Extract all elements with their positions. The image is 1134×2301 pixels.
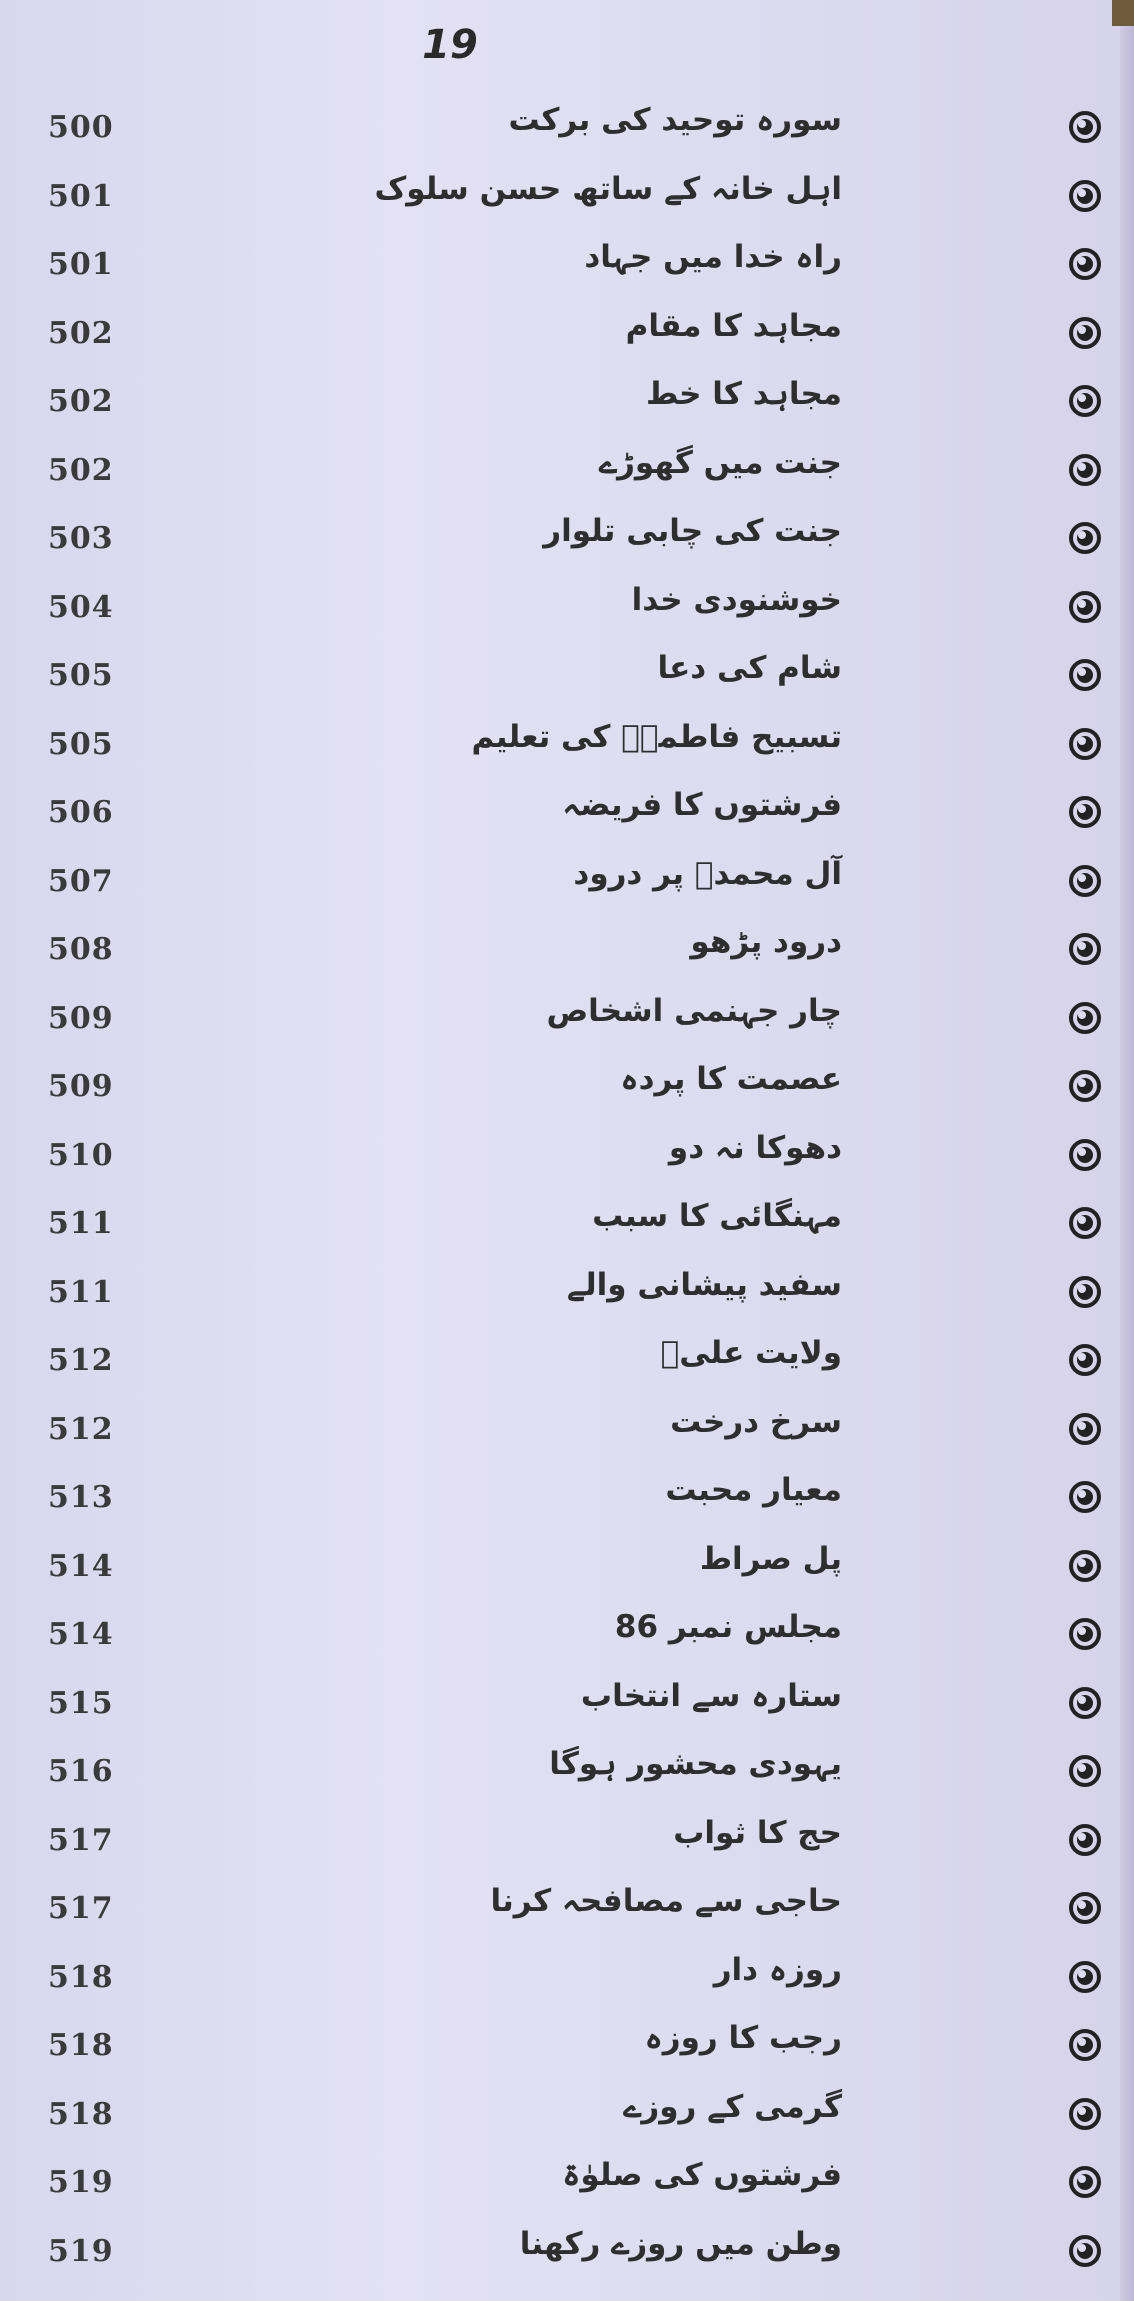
toc-title: ستارہ سے انتخاب [580, 1677, 842, 1714]
circle-bullet-icon [1068, 1686, 1102, 1720]
toc-title: اہل خانہ کے ساتھ حسن سلوک [374, 170, 842, 207]
toc-row [0, 1877, 1134, 1946]
circle-bullet-icon [1068, 1754, 1102, 1788]
toc-page-number: 506 [48, 795, 114, 830]
toc-title: مجاہد کا مقام [625, 307, 842, 344]
toc-title: سرخ درخت [670, 1403, 842, 1440]
toc-page-number: 512 [48, 1343, 114, 1378]
toc-title: ولایت علیؑ [660, 1335, 842, 1371]
toc-page-number: 513 [48, 1480, 114, 1515]
page-number: 19 [422, 22, 478, 68]
toc-page-number: 517 [48, 1822, 114, 1858]
toc-title: عصمت کا پردہ [620, 1061, 842, 1097]
circle-bullet-icon [1068, 1206, 1102, 1240]
toc-page-number: 504 [48, 589, 114, 625]
toc-page-number: 519 [48, 2233, 114, 2269]
toc-row [0, 1055, 1134, 1124]
toc-row [0, 2014, 1134, 2083]
circle-bullet-icon [1068, 1275, 1102, 1309]
circle-bullet-icon [1068, 1549, 1102, 1583]
circle-bullet-icon [1068, 521, 1102, 555]
toc-title: تسبیح فاطمہؑ کی تعلیم [471, 718, 842, 755]
toc-title: مجاہد کا خط [645, 376, 842, 412]
toc-row [0, 918, 1134, 987]
toc-row [0, 1124, 1134, 1193]
toc-title: شام کی دعا [657, 650, 842, 686]
circle-bullet-icon [1068, 1891, 1102, 1925]
toc-title: سورہ توحید کی برکت [508, 102, 842, 138]
toc-page-number: 514 [48, 1548, 114, 1584]
toc-row [0, 302, 1134, 371]
toc-row [0, 439, 1134, 508]
toc-row [0, 165, 1134, 234]
toc-title: جنت میں گھوڑے [598, 444, 842, 481]
toc-title: گرمی کے روزے [623, 2088, 842, 2125]
circle-bullet-icon [1068, 1823, 1102, 1857]
toc-page-number: 510 [48, 1137, 114, 1173]
toc-row [0, 1809, 1134, 1878]
circle-bullet-icon [1068, 1960, 1102, 1994]
toc-row [0, 1603, 1134, 1672]
corner-mark [1112, 0, 1134, 26]
toc-row [0, 507, 1134, 576]
toc-title: سفید پیشانی والے [566, 1266, 842, 1303]
circle-bullet-icon [1068, 727, 1102, 761]
toc-title: خوشنودی خدا [631, 581, 842, 618]
toc-row [0, 1192, 1134, 1261]
toc-page-number: 503 [48, 521, 114, 556]
toc-page-number: 509 [48, 1069, 114, 1104]
toc-row [0, 370, 1134, 439]
circle-bullet-icon [1068, 110, 1102, 144]
circle-bullet-icon [1068, 1480, 1102, 1514]
toc-title: مجلس نمبر 86 [614, 1609, 842, 1645]
toc-row [0, 1740, 1134, 1809]
toc-row [0, 233, 1134, 302]
toc-row [0, 713, 1134, 782]
toc-page-number: 507 [48, 863, 114, 899]
toc-row [0, 987, 1134, 1056]
toc-title: فرشتوں کا فریضہ [562, 787, 842, 823]
toc-page-number: 508 [48, 932, 114, 967]
toc-row [0, 1672, 1134, 1741]
toc-page-number: 502 [48, 452, 114, 488]
toc-page-number: 515 [48, 1685, 114, 1721]
circle-bullet-icon [1068, 1343, 1102, 1377]
toc-title: فرشتوں کی صلوٰۃ [562, 2157, 842, 2193]
toc-title: حاجی سے مصافحہ کرنا [490, 1883, 842, 1919]
circle-bullet-icon [1068, 1069, 1102, 1103]
toc-row [0, 1535, 1134, 1604]
toc-title: چار جہنمی اشخاص [546, 992, 842, 1029]
toc-page-number: 509 [48, 1000, 114, 1036]
toc-title: حج کا ثواب [673, 1814, 842, 1851]
toc-page-number: 502 [48, 315, 114, 351]
circle-bullet-icon [1068, 658, 1102, 692]
toc-row [0, 781, 1134, 850]
toc-row [0, 2220, 1134, 2289]
toc-title: رجب کا روزہ [644, 2020, 842, 2056]
toc-row [0, 2151, 1134, 2220]
toc-page-number: 502 [48, 384, 114, 419]
circle-bullet-icon [1068, 2234, 1102, 2268]
toc-row [0, 576, 1134, 645]
toc-row [0, 1261, 1134, 1330]
circle-bullet-icon [1068, 179, 1102, 213]
circle-bullet-icon [1068, 1617, 1102, 1651]
toc-row [0, 1398, 1134, 1467]
circle-bullet-icon [1068, 384, 1102, 418]
circle-bullet-icon [1068, 2165, 1102, 2199]
toc-row [0, 96, 1134, 165]
toc-page-number: 500 [48, 110, 114, 145]
toc-title: آل محمدؐ پر درود [573, 855, 842, 892]
circle-bullet-icon [1068, 590, 1102, 624]
toc-title: راہ خدا میں جہاد [584, 239, 842, 275]
circle-bullet-icon [1068, 864, 1102, 898]
toc-page-number: 511 [48, 1274, 114, 1310]
circle-bullet-icon [1068, 2097, 1102, 2131]
toc-page-number: 517 [48, 1891, 114, 1926]
toc-page-number: 512 [48, 1411, 114, 1447]
toc-title: درود پڑھو [690, 924, 842, 960]
toc-title: دھوکا نہ دو [668, 1129, 842, 1166]
toc-row [0, 1466, 1134, 1535]
circle-bullet-icon [1068, 795, 1102, 829]
toc-page-number: 501 [48, 178, 114, 214]
toc-page-number: 505 [48, 726, 114, 762]
circle-bullet-icon [1068, 2028, 1102, 2062]
circle-bullet-icon [1068, 316, 1102, 350]
circle-bullet-icon [1068, 932, 1102, 966]
toc-row [0, 2083, 1134, 2152]
table-of-contents [0, 96, 1134, 2288]
toc-title: وطن میں روزے رکھنا [519, 2225, 842, 2262]
toc-title: پل صراط [699, 1540, 842, 1577]
circle-bullet-icon [1068, 1138, 1102, 1172]
circle-bullet-icon [1068, 1001, 1102, 1035]
toc-page-number: 518 [48, 2028, 114, 2063]
toc-row [0, 644, 1134, 713]
toc-page-number: 514 [48, 1617, 114, 1652]
toc-title: معیار محبت [665, 1472, 842, 1508]
toc-title: روزہ دار [713, 1951, 842, 1988]
toc-page-number: 501 [48, 247, 114, 282]
toc-row [0, 850, 1134, 919]
toc-page-number: 511 [48, 1206, 114, 1241]
circle-bullet-icon [1068, 1412, 1102, 1446]
toc-page-number: 516 [48, 1754, 114, 1789]
toc-row [0, 1946, 1134, 2015]
toc-page-number: 518 [48, 2096, 114, 2132]
toc-title: مہنگائی کا سبب [592, 1198, 842, 1234]
toc-title: جنت کی چابی تلوار [543, 513, 842, 549]
circle-bullet-icon [1068, 453, 1102, 487]
toc-page-number: 505 [48, 658, 114, 693]
toc-row [0, 1329, 1134, 1398]
toc-page-number: 519 [48, 2165, 114, 2200]
circle-bullet-icon [1068, 247, 1102, 281]
toc-title: یہودی محشور ہوگا [549, 1746, 842, 1782]
toc-page-number: 518 [48, 1959, 114, 1995]
